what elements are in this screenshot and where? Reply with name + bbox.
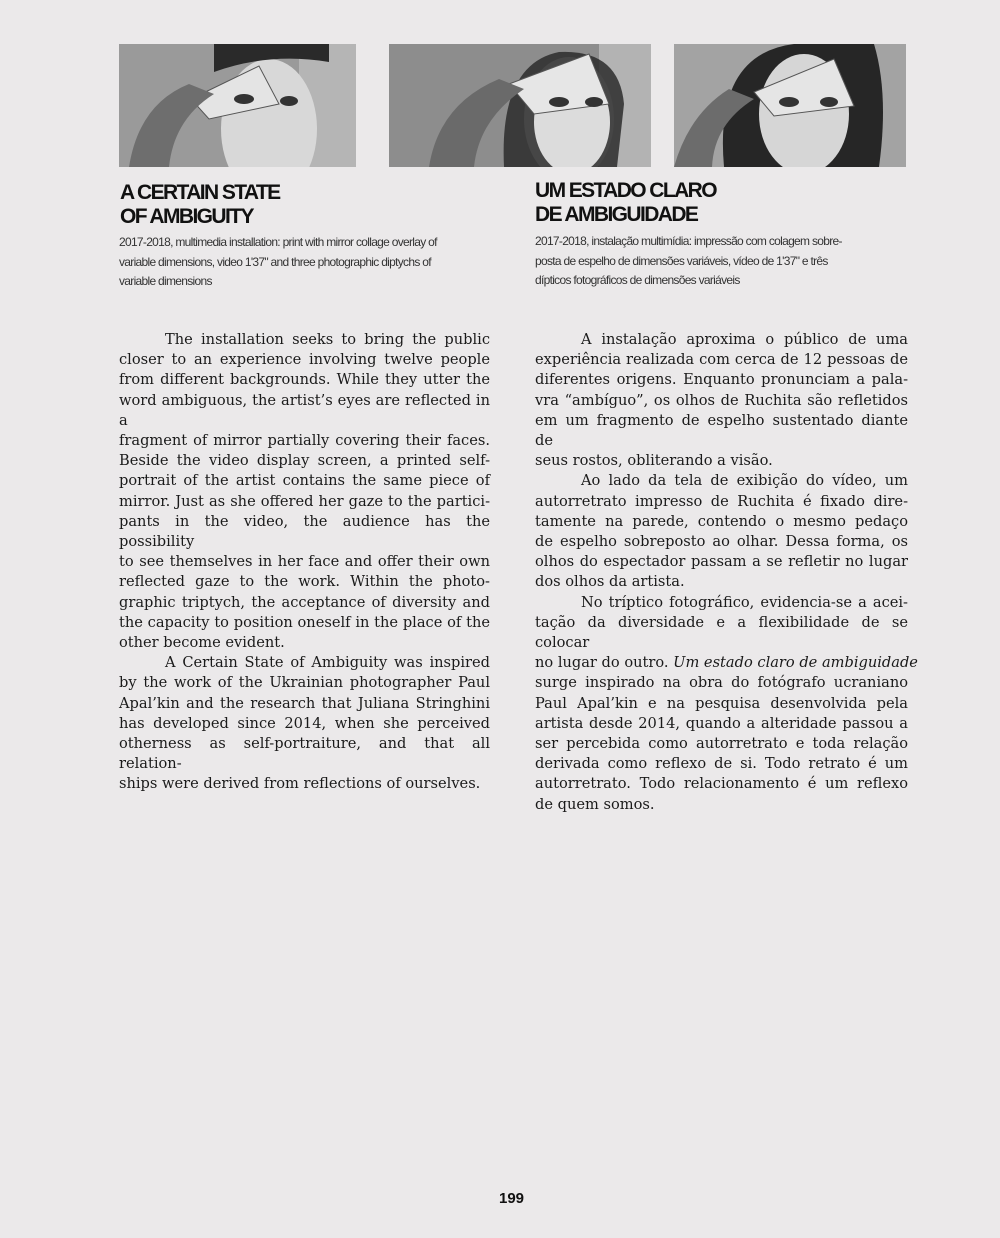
body-line: has developed since 2014, when she perceived <box>119 714 490 732</box>
body-line: de espelho sobreposto ao olhar. Dessa forma, os <box>535 533 908 551</box>
photo-woman-dark-hair-with-mirror <box>674 44 906 167</box>
body-line: derivada como reflexo de si. Todo retrato é um <box>535 755 908 773</box>
english-caption-line: 2017-2018, multimedia installation: print with mirror collage overlay of <box>119 235 437 249</box>
body-text-run: no lugar do outro. <box>535 654 674 672</box>
body-line: dos olhos da artista. <box>535 573 685 591</box>
portuguese-caption-line: posta de espelho de dimensões variáveis, vídeo de 1'37" e três <box>535 253 828 268</box>
portuguese-body-text <box>535 330 918 815</box>
body-line: Paul Apal’kin e na pesquisa desenvolvida pela <box>535 694 908 712</box>
body-line: de quem somos. <box>535 795 655 813</box>
english-body-text <box>119 330 490 795</box>
body-line: Beside the video display screen, a printed self- <box>119 452 490 470</box>
body-line: by the work of the Ukrainian photographer Paul <box>119 674 490 692</box>
body-line: pants in the video, the audience has the possibility <box>119 512 490 551</box>
work-title-italic: Um estado claro de ambiguidade <box>673 654 918 672</box>
photo-woman-with-mirror <box>389 44 651 167</box>
body-line: surge inspirado na obra do fotógrafo ucraniano <box>535 674 908 692</box>
body-line: closer to an experience involving twelve people <box>119 351 490 369</box>
body-line: other become evident. <box>119 634 285 652</box>
body-line: The installation seeks to bring the public <box>165 331 490 348</box>
body-line: diferentes origens. Enquanto pronunciam a pala- <box>535 371 908 389</box>
portuguese-caption-line: dípticos fotográficos de dimensões variáveis <box>535 273 740 287</box>
english-title-line-1: A CERTAIN STATE <box>120 181 280 204</box>
body-line: experiência realizada com cerca de 12 pessoas de <box>535 351 908 369</box>
body-line: otherness as self-portraiture, and that all relation- <box>119 735 490 773</box>
body-line: word ambiguous, the artist’s eyes are reflected in a <box>119 391 490 429</box>
body-line: autorretrato impresso de Ruchita é fixado dire- <box>535 492 908 510</box>
body-line: mirror. Just as she offered her gaze to the partici- <box>119 492 490 510</box>
body-line: A Certain State of Ambiguity was inspired <box>165 654 490 672</box>
body-line: ser percebida como autorretrato e toda relação <box>535 735 908 753</box>
body-line: Apal’kin and the research that Juliana Stringhini <box>119 694 490 712</box>
body-line-with-italic <box>535 653 918 673</box>
portuguese-caption-line: 2017-2018, instalação multimídia: impressão com colagem sobre- <box>535 234 842 248</box>
portuguese-title-line-2: DE AMBIGUIDADE <box>535 203 698 226</box>
body-line: from different backgrounds. While they utter the <box>119 371 490 389</box>
english-title-line-2: OF AMBIGUITY <box>120 205 253 228</box>
body-line: ships were derived from reflections of ourselves. <box>119 775 481 793</box>
body-line: graphic triptych, the acceptance of diversity and <box>119 593 490 611</box>
page-number: 199 <box>498 1190 525 1207</box>
body-line: seus rostos, obliterando a visão. <box>535 452 773 470</box>
english-caption-line: variable dimensions <box>119 274 212 288</box>
body-line: portrait of the artist contains the same piece of <box>119 472 490 490</box>
body-line: tação da diversidade e a flexibilidade de se colocar <box>535 613 908 652</box>
english-title <box>120 181 280 229</box>
portuguese-caption <box>535 232 915 291</box>
body-line: tamente na parede, contendo o mesmo pedaço <box>535 512 908 530</box>
body-line: to see themselves in her face and offer their own <box>119 553 490 571</box>
body-line: autorretrato. Todo relacionamento é um reflexo <box>535 775 908 793</box>
body-line: fragment of mirror partially covering their faces. <box>119 432 490 450</box>
body-line: em um fragmento de espelho sustentado diante de <box>535 411 908 450</box>
body-line: Ao lado da tela de exibição do vídeo, um <box>581 472 908 490</box>
body-line: No tríptico fotográfico, evidencia-se a acei- <box>581 593 908 611</box>
english-caption-line: variable dimensions, video 1'37" and three photographic diptychs of <box>119 254 431 269</box>
body-line: A instalação aproxima o público de uma <box>581 331 908 348</box>
body-line: artista desde 2014, quando a alteridade passou a <box>535 714 908 732</box>
body-line: olhos do espectador passam a se refletir no lugar <box>535 553 908 571</box>
portuguese-title <box>535 179 716 227</box>
portuguese-title-line-1: UM ESTADO CLARO <box>535 179 716 202</box>
photo-male-with-mirror <box>119 44 356 167</box>
body-line: reflected gaze to the work. Within the photo- <box>119 573 490 591</box>
body-line: vra “ambíguo”, os olhos de Ruchita são refletidos <box>535 391 908 409</box>
body-line: the capacity to position oneself in the place of the <box>119 613 490 631</box>
english-caption <box>119 233 499 292</box>
